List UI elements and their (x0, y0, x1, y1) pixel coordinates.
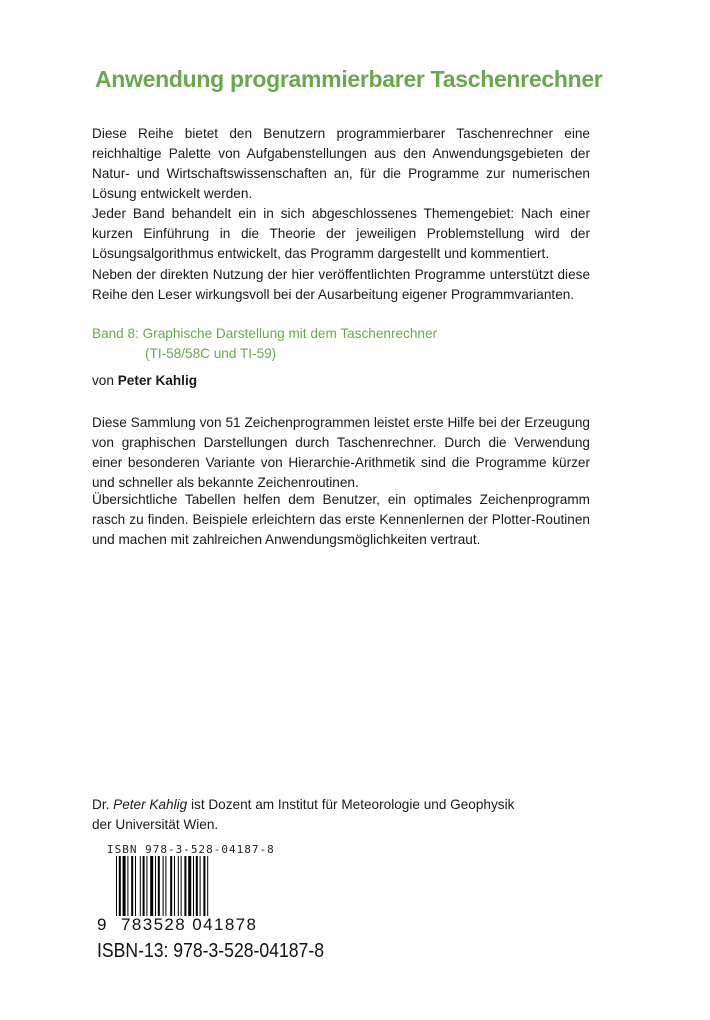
description-paragraph-2: Übersichtliche Tabellen helfen dem Benutzer, ein optimales Zeichenprogramm rasch zu finden. Beispiele erleichtern das erste Kennenlernen der Plotter-Routinen und machen mit zahlreichen Anwendungsmöglichkeiten vertraut. (92, 492, 590, 547)
bio-line-2: der Universität Wien. (92, 817, 219, 832)
barcode-bar (135, 856, 136, 916)
barcode-bar (174, 856, 175, 916)
bio-name: Peter Kahlig (113, 797, 188, 812)
barcode-bar (143, 856, 145, 916)
barcode-bar (165, 856, 166, 916)
barcode-bar (140, 856, 141, 916)
bio-rest: ist Dozent am Institut für Meteorologie und Geophysik (187, 797, 515, 812)
author-name: Peter Kahlig (117, 373, 198, 388)
barcode-bar (188, 856, 191, 916)
description-paragraph-1: Diese Sammlung von 51 Zeichenprogrammen leistet erste Hilfe bei der Erzeugung von graphischen Darstellungen durch Taschenrechner. Durch die Verwendung einer besonderen Variante von Hierarchie-Arithmetik sind die Programme kürzer und schneller als bekannte Zeichenroutinen. (92, 415, 590, 490)
isbn-barcode (116, 856, 252, 918)
intro-paragraph-3: Neben der direkten Nutzung der hier veröffentlichten Programme unterstützt diese Reihe den Leser wirkungsvoll bei der Ausarbeitung eigener Programmvarianten. (92, 267, 590, 302)
barcode-bar (131, 856, 133, 916)
barcode-bar (127, 856, 128, 916)
bio-line-1 (92, 795, 552, 815)
author-prefix: von (92, 373, 118, 388)
barcode-bar (193, 856, 194, 916)
barcode-bar (146, 856, 147, 916)
barcode-bar (150, 856, 153, 916)
band-title: Band 8: Graphische Darstellung mit dem Taschenrechner (92, 326, 438, 341)
intro-paragraph-2: Jeder Band behandelt ein in sich abgeschlossenes Themengebiet: Nach einer kurzen Einführung in die Theorie der jeweiligen Problemstellung wird der Lösungsalgorithmus entwickelt, das Programm dargestellt und kommentiert. (92, 206, 590, 261)
barcode-bar (178, 856, 179, 916)
barcode-bar (123, 856, 126, 916)
barcode-bar (184, 856, 186, 916)
barcode-digits: 783528 041878 (121, 915, 258, 934)
barcode-bar (181, 856, 182, 916)
barcode-bar (170, 856, 172, 916)
bio-prefix: Dr. (92, 797, 114, 812)
barcode-bar (119, 856, 121, 916)
intro-paragraph-1: Diese Reihe bietet den Benutzern programmierbarer Taschenrechner eine reichhaltige Palette von Aufgabenstellungen aus den Anwendungsgebieten der Natur- und Wirtschaftswissenschaften an, für die Programme zur numerischen Lösung entwickelt werden. (92, 126, 590, 201)
band-heading (92, 324, 590, 364)
barcode-bar (200, 856, 201, 916)
barcode-bar (207, 856, 208, 916)
series-title: Anwendung programmierbarer Taschenrechner (95, 66, 603, 92)
barcode-bar (203, 856, 205, 916)
isbn-13-label: ISBN-13: 978-3-528-04187-8 (97, 940, 324, 962)
author-bio (92, 795, 552, 835)
barcode-bar (196, 856, 198, 916)
barcode-bar (155, 856, 156, 916)
isbn-top-label: ISBN 978-3-528-04187-8 (107, 843, 275, 856)
barcode-lead-digit: 9 (97, 915, 107, 934)
author-line (92, 371, 590, 391)
band-subtitle: (TI-58/58C und TI-59) (145, 346, 277, 361)
barcode-bar (158, 856, 160, 916)
barcode-bar (163, 856, 164, 916)
barcode-bar (116, 856, 117, 916)
